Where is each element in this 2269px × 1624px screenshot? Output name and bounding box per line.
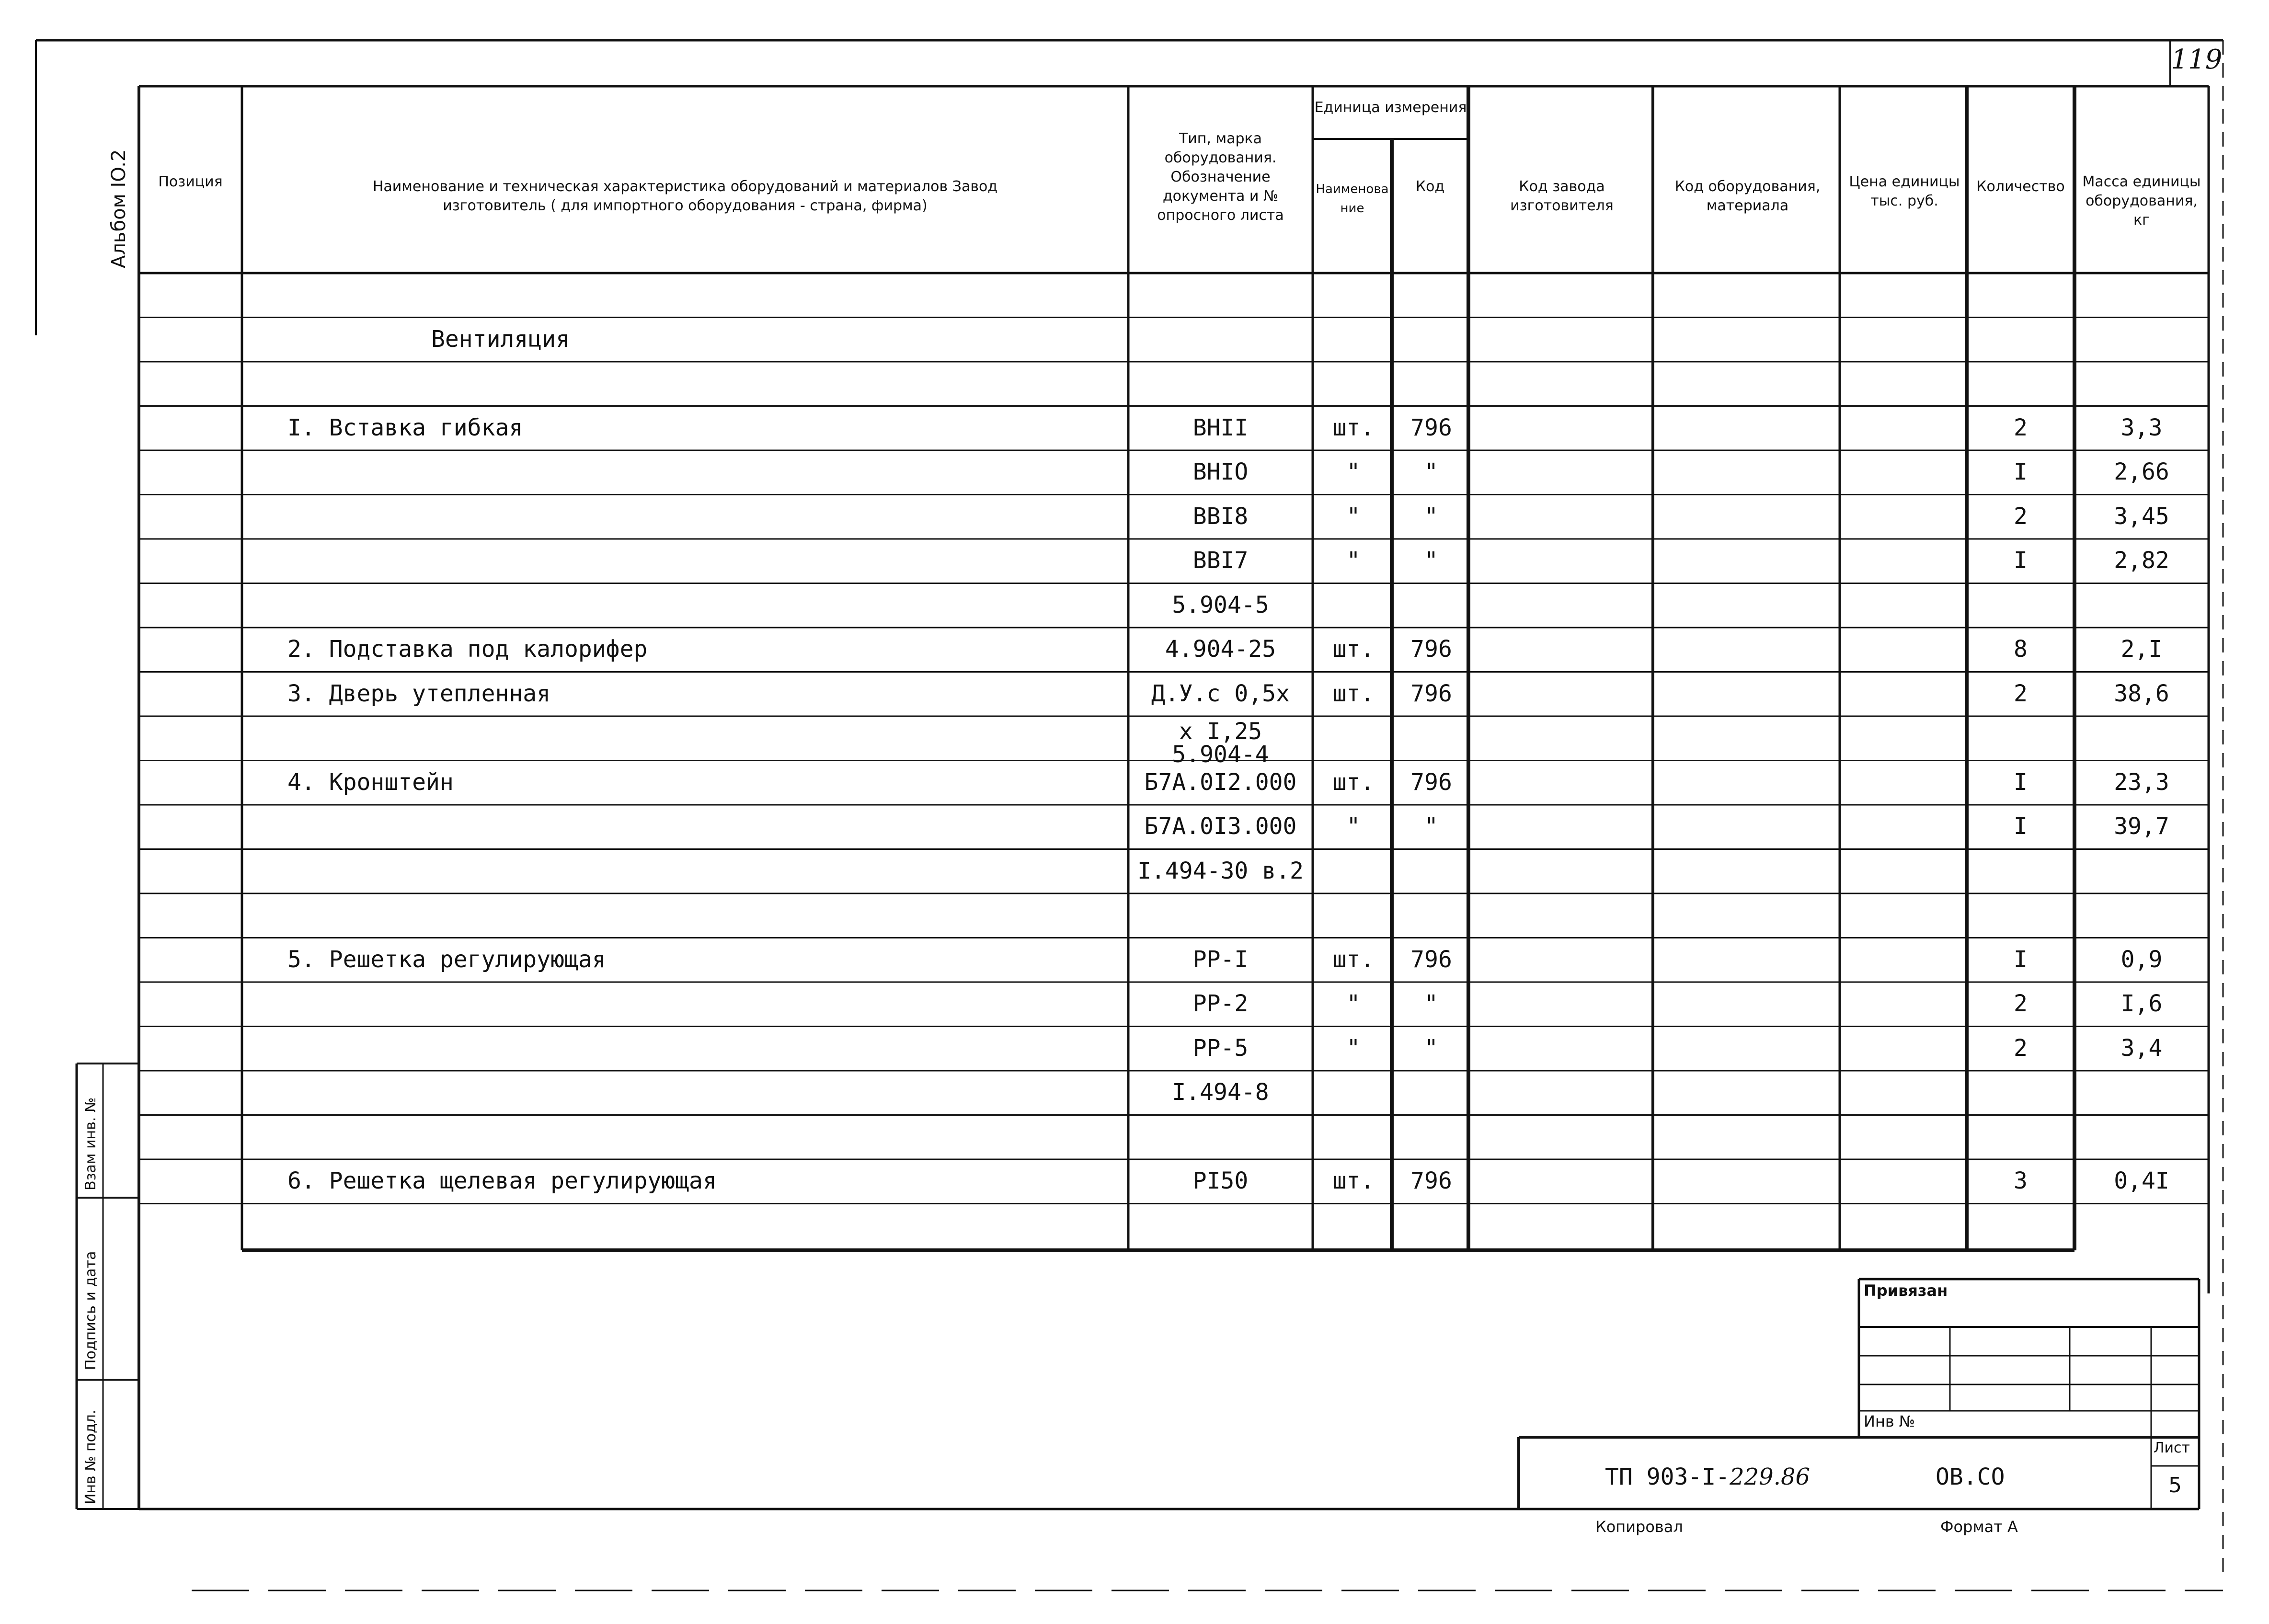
cell-unit: " bbox=[1346, 547, 1361, 574]
header-mass: Масса единицы оборудования, кг bbox=[2082, 173, 2201, 229]
bound-label: Привязан bbox=[1864, 1281, 1948, 1300]
cell-unit: " bbox=[1346, 813, 1361, 840]
cell-unit: шт. bbox=[1332, 768, 1375, 796]
cell-type: ВНII bbox=[1192, 414, 1249, 441]
cell-name: 2. Подставка под калорифер bbox=[287, 636, 648, 663]
cell-code: " bbox=[1424, 1034, 1438, 1062]
cell-qty: I bbox=[2014, 768, 2028, 796]
header-price: Цена единицы тыс. руб. bbox=[1849, 173, 1960, 209]
cell-unit: шт. bbox=[1332, 636, 1375, 663]
cell-qty: I bbox=[2014, 547, 2028, 574]
cell-unit: шт. bbox=[1332, 414, 1375, 441]
copied-label: Копировал bbox=[1595, 1518, 1683, 1536]
cell-qty: I bbox=[2014, 813, 2028, 840]
cell-code: " bbox=[1424, 458, 1438, 485]
cell-code: 796 bbox=[1410, 680, 1452, 707]
cell-qty: 2 bbox=[2014, 680, 2028, 707]
cell-type: ВНIО bbox=[1192, 458, 1249, 485]
cell-type: РР-2 bbox=[1192, 990, 1249, 1017]
header-unit: Единица измерения bbox=[1314, 99, 1467, 116]
cell-name: 6. Решетка щелевая регулирующая bbox=[287, 1167, 717, 1194]
cell-type: РР-I bbox=[1192, 946, 1249, 973]
cell-code: 796 bbox=[1410, 946, 1452, 973]
header-position: Позиция bbox=[158, 173, 223, 190]
cell-type: Б7А.0I2.000 bbox=[1144, 768, 1297, 796]
cell-type: I.494-8 bbox=[1172, 1079, 1269, 1106]
cell-unit: шт. bbox=[1332, 946, 1375, 973]
cell-type: РР-5 bbox=[1192, 1034, 1249, 1062]
cell-code: 796 bbox=[1410, 414, 1452, 441]
doc-number-hand: 229.86 bbox=[1730, 1464, 1811, 1490]
header-factory-code: Код завода изготовителя bbox=[1510, 178, 1614, 214]
cell-name: I. Вставка гибкая bbox=[287, 414, 523, 441]
header-name: Наименование и техническая характеристика оборудований и материалов Завод изготовитель ( для импортного оборудования - страна, фирма) bbox=[372, 178, 998, 214]
cell-code: 796 bbox=[1410, 768, 1452, 796]
cell-qty: 2 bbox=[2014, 414, 2028, 441]
stamp-vzam: Взам инв. № bbox=[82, 1097, 99, 1190]
cell-type: х I,25 bbox=[1179, 718, 1262, 745]
album-label: Альбом IO.2 bbox=[108, 149, 130, 268]
cell-mass: 3,45 bbox=[2114, 503, 2169, 530]
type-extra-line: 5.904-4 bbox=[1172, 741, 1269, 768]
doc-number-prefix: ТП 903-I- bbox=[1605, 1464, 1730, 1490]
cell-mass: 23,3 bbox=[2114, 768, 2169, 796]
page-number: 119 bbox=[2171, 44, 2223, 75]
cell-type: 4.904-25 bbox=[1165, 636, 1276, 663]
cell-name: 3. Дверь утепленная bbox=[287, 680, 551, 707]
cell-mass: I,6 bbox=[2120, 990, 2163, 1017]
cell-mass: 2,66 bbox=[2114, 458, 2169, 485]
cell-code: " bbox=[1424, 990, 1438, 1017]
header-type: Тип, марка оборудования. Обозначение документа и № опросного листа bbox=[1157, 130, 1284, 224]
cell-mass: 2,I bbox=[2120, 636, 2163, 663]
cell-name: 4. Кронштейн bbox=[287, 768, 454, 796]
cell-type: Б7А.0I3.000 bbox=[1144, 813, 1297, 840]
sheet-label: Лист bbox=[2154, 1440, 2190, 1456]
header-equip-code: Код оборудования, материала bbox=[1674, 178, 1821, 214]
cell-type: РI50 bbox=[1192, 1167, 1249, 1194]
cell-unit: шт. bbox=[1332, 1167, 1375, 1194]
cell-mass: 3,4 bbox=[2120, 1034, 2163, 1062]
cell-qty: 2 bbox=[2014, 1034, 2028, 1062]
cell-unit: шт. bbox=[1332, 680, 1375, 707]
cell-name: 5. Решетка регулирующая bbox=[287, 946, 606, 973]
cell-code: 796 bbox=[1410, 636, 1452, 663]
cell-qty: I bbox=[2014, 946, 2028, 973]
cell-qty: 2 bbox=[2014, 503, 2028, 530]
header-unit-code: Код bbox=[1415, 178, 1445, 195]
cell-code: " bbox=[1424, 503, 1438, 530]
cell-type: I.494-30 в.2 bbox=[1137, 857, 1304, 884]
header-unit-name: Наименование bbox=[1316, 182, 1389, 216]
cell-type: Д.У.с 0,5х bbox=[1151, 680, 1290, 707]
cell-code: 796 bbox=[1410, 1167, 1452, 1194]
cell-type: 5.904-5 bbox=[1172, 591, 1269, 618]
cell-mass: 3,3 bbox=[2120, 414, 2163, 441]
header-qty: Количество bbox=[1976, 178, 2065, 195]
cell-mass: 2,82 bbox=[2114, 547, 2169, 574]
inv-no-label: Инв № bbox=[1864, 1412, 1915, 1430]
cell-type: ВВI7 bbox=[1192, 547, 1249, 574]
cell-name: Вентиляция bbox=[431, 325, 570, 353]
cell-unit: " bbox=[1346, 503, 1361, 530]
cell-qty: 8 bbox=[2014, 636, 2028, 663]
format-label: Формат А bbox=[1940, 1518, 2018, 1536]
sheet-number: 5 bbox=[2168, 1473, 2182, 1498]
cell-unit: " bbox=[1346, 1034, 1361, 1062]
cell-qty: 3 bbox=[2014, 1167, 2028, 1194]
stamp-podpis: Подпись и дата bbox=[82, 1251, 99, 1370]
cell-mass: 0,9 bbox=[2120, 946, 2163, 973]
cell-mass: 38,6 bbox=[2114, 680, 2169, 707]
doc-number bbox=[1605, 1464, 1810, 1490]
cell-qty: I bbox=[2014, 458, 2028, 485]
stamp-inv: Инв № подл. bbox=[82, 1409, 99, 1504]
doc-code: ОВ.СО bbox=[1936, 1464, 2005, 1490]
cell-code: " bbox=[1424, 813, 1438, 840]
cell-unit: " bbox=[1346, 990, 1361, 1017]
cell-mass: 39,7 bbox=[2114, 813, 2169, 840]
cell-qty: 2 bbox=[2014, 990, 2028, 1017]
cell-mass: 0,4I bbox=[2114, 1167, 2169, 1194]
cell-type: ВВI8 bbox=[1192, 503, 1249, 530]
cell-unit: " bbox=[1346, 458, 1361, 485]
cell-code: " bbox=[1424, 547, 1438, 574]
